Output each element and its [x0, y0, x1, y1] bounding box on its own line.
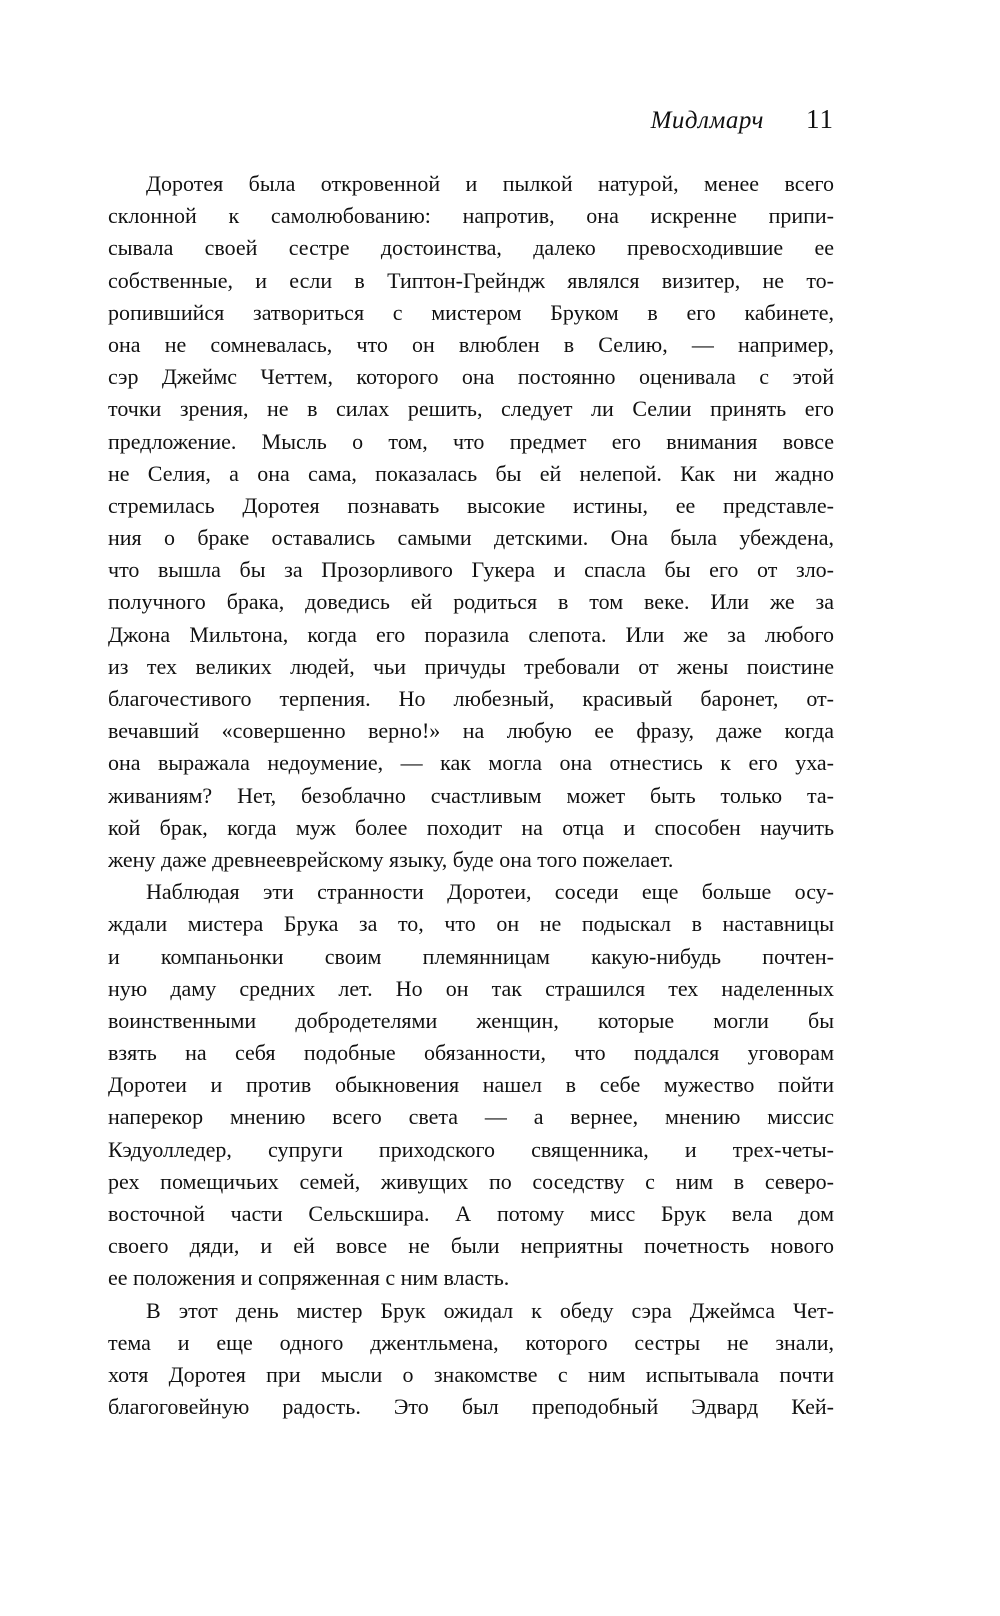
- text-line: она не сомневалась, что он влюблен в Селию, — например,: [108, 331, 834, 357]
- text-line: взять на себя подобные обязанности, что поддался уговорам: [108, 1040, 834, 1066]
- text-line: предложение. Мысль о том, что предмет его внимания вовсе: [108, 428, 834, 454]
- text-line: точки зрения, не в силах решить, следует ли Селии принять его: [108, 396, 834, 422]
- text-line: хотя Доротея при мысли о знакомстве с ним испытывала почти: [108, 1361, 834, 1387]
- text-line: жену даже древнееврейскому языку, буде она того пожелает.: [108, 846, 674, 872]
- paragraph: [108, 168, 834, 876]
- text-line: Доротеи и против обыкновения нашел в себе мужество пойти: [108, 1072, 834, 1098]
- page-number: 11: [806, 104, 834, 134]
- paragraph: [108, 876, 834, 1294]
- text-line: наперекор мнению всего света — а вернее, мнению миссис: [108, 1104, 834, 1130]
- text-line: Наблюдая эти странности Доротеи, соседи еще больше осу-: [146, 879, 834, 905]
- text-line: вечавший «совершенно верно!» на любую ее фразу, даже когда: [108, 718, 834, 744]
- text-line: стремилась Доротея познавать высокие истины, ее представле-: [108, 492, 834, 518]
- text-line: кой брак, когда муж более походит на отца и способен научить: [108, 814, 834, 840]
- text-line: тема и еще одного джентльмена, которого сестры не знали,: [108, 1329, 834, 1355]
- text-line: получного брака, доведись ей родиться в том веке. Или же за: [108, 589, 834, 615]
- running-title: Мидлмарч: [650, 107, 764, 134]
- text-line: из тех великих людей, чьи причуды требовали от жены поистине: [108, 653, 834, 679]
- paragraph: [108, 1295, 834, 1424]
- text-line: рех помещичьих семей, живущих по соседству с ним в северо-: [108, 1168, 834, 1194]
- text-line: Доротея была откровенной и пылкой натурой, менее всего: [146, 171, 834, 196]
- text-line: она выражала недоумение, — как могла она отнестись к его уха-: [108, 750, 834, 776]
- text-line: не Селия, а она сама, показалась бы ей нелепой. Как ни жадно: [108, 460, 834, 486]
- text-line: сэр Джеймс Четтем, которого она постоянно оценивала с этой: [108, 364, 834, 390]
- running-head: [108, 104, 834, 138]
- text-line: и компаньонки своим племянницам какую-нибудь почтен-: [108, 943, 834, 969]
- text-line: восточной части Сельскшира. А потому мисс Брук вела дом: [108, 1201, 834, 1226]
- text-line: своего дяди, и ей вовсе не были неприятны почетность нового: [108, 1233, 834, 1259]
- text-line: Джона Мильтона, когда его поразила слепота. Или же за любого: [108, 621, 834, 647]
- text-line: благоговейную радость. Это был преподобный Эдвард Кей-: [108, 1394, 834, 1420]
- text-line: собственные, и если в Типтон-Грейндж являлся визитер, не то-: [108, 267, 834, 293]
- text-line: В этот день мистер Брук ожидал к обеду сэра Джеймса Чет-: [146, 1297, 834, 1323]
- text-line: сывала своей сестре достоинства, далеко превосходившие ее: [108, 235, 834, 261]
- text-line: ную даму средних лет. Но он так страшился тех наделенных: [108, 975, 834, 1001]
- text-line: воинственными добродетелями женщин, которые могли бы: [108, 1007, 834, 1033]
- text-line: склонной к самолюбованию: напротив, она искренне припи-: [108, 203, 834, 229]
- text-line: ее положения и сопряженная с ним власть.: [108, 1265, 510, 1291]
- text-line: что вышла бы за Прозорливого Гукера и спасла бы его от зло-: [108, 557, 834, 583]
- text-line: живаниям? Нет, безоблачно счастливым может быть только та-: [108, 782, 834, 808]
- text-line: ния о браке оставались самыми детскими. Она была убеждена,: [108, 525, 834, 551]
- text-body: [108, 168, 834, 1423]
- text-line: ждали мистера Брука за то, что он не подыскал в наставницы: [108, 911, 834, 937]
- text-line: ропившийся затвориться с мистером Бруком в его кабинете,: [108, 299, 834, 325]
- text-line: Кэдуолледер, супруги приходского священника, и трех-четы-: [108, 1136, 834, 1162]
- text-line: благочестивого терпения. Но любезный, красивый баронет, от-: [108, 686, 834, 711]
- page-content: [108, 104, 834, 1423]
